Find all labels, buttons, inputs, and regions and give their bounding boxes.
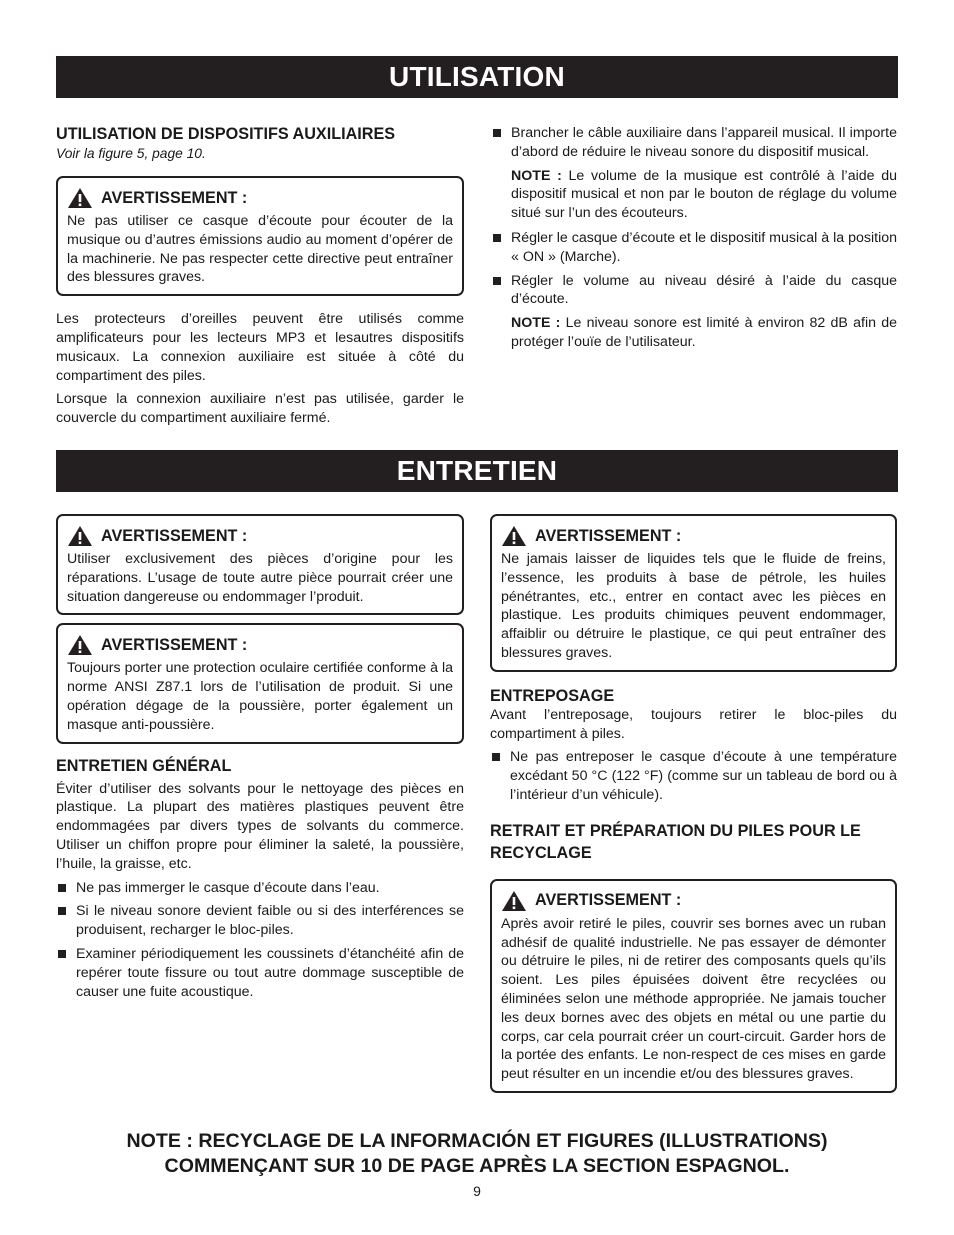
utilisation-left-column bbox=[56, 124, 464, 428]
aux-heading: UTILISATION DE DISPOSITIFS AUXILIAIRES bbox=[56, 125, 396, 143]
warning-box-liquids bbox=[490, 514, 897, 672]
square-bullet-icon bbox=[493, 234, 501, 242]
general-maintenance-paragraph: Éviter d’utiliser des solvants pour le nettoyage des pièces en plastique. La plupart des matières plastiques peuvent être endommagées par divers types de solvants du commerce. Utiliser un chiffon propre pour éliminer la saleté, la poussière, l’huile, la graisse, etc. bbox=[56, 780, 464, 872]
aux-figure-ref: Voir la figure 5, page 10. bbox=[56, 146, 206, 161]
warning-text: Toujours porter une protection oculaire certifiée conforme à la norme ANSI Z87.1 lors de l’utilisation de produit. Si une opération dégage de la poussière, porter également un masque anti-poussière. bbox=[67, 660, 453, 733]
warning-text: Ne jamais laisser de liquides tels que le fluide de freins, l’essence, les produits à base de pétrole, les huiles pénétrantes, etc., entrer en contact avec les pièces en plastique. Les produits chimiques peuvent endommager, affaiblir ou détruire le plastique, ce qui peut entraîner des blessures graves. bbox=[501, 551, 886, 661]
list-item-text: Brancher le câble auxiliaire dans l’appareil musical. Il importe d’abord de réduire le niveau sonore du dispositif musical. bbox=[511, 125, 897, 160]
warning-triangle-icon bbox=[67, 634, 93, 656]
general-maintenance-heading: ENTRETIEN GÉNÉRAL bbox=[56, 756, 232, 775]
warning-text: Utiliser exclusivement des pièces d’origine pour les réparations. L’usage de toute autre pièce pourrait créer une situation dangereuse ou endommager l’produit. bbox=[67, 551, 453, 605]
warning-triangle-icon bbox=[67, 187, 93, 209]
warning-text: Ne pas utiliser ce casque d’écoute pour écouter de la musique ou d’autres émissions audio au moment d’opérer de la machinerie. Ne pas respecter cette directive peut entraîner des blessures graves. bbox=[67, 213, 453, 286]
list-item-text: Examiner périodiquement les coussinets d’étanchéité afin de repérer toute fissure ou tout autre dommage susceptible de causer une fuite acoustique. bbox=[76, 945, 464, 1000]
utilisation-banner: UTILISATION bbox=[56, 56, 898, 98]
recycling-note bbox=[0, 1129, 954, 1179]
warning-text: Après avoir retiré le piles, couvrir ses bornes avec un ruban adhésif de qualité industrielle. Ne pas essayer de démonter ou détruire le piles, ni de retirer des composants quels qu’ils soient. Les piles épuisées doivent être recyclées ou éliminées selon une méthode appropriée. Ne jamais toucher les deux bornes avec des objets en métal ou une partie du corps, car cela pourrait créer un court-circuit. Garder hors de la portée des enfants. Le non-respect de ces mises en garde peut résulter en un incendie et/ou des blessures graves. bbox=[501, 915, 886, 1083]
warning-box-eye-protection bbox=[56, 623, 464, 743]
storage-paragraph: Avant l’entreposage, toujours retirer le bloc-piles du compartiment à piles. bbox=[490, 706, 897, 742]
list-item bbox=[56, 879, 464, 898]
list-item bbox=[490, 748, 897, 804]
recycling-note-line-1: NOTE : RECYCLAGE DE LA INFORMACIÓN ET FIGURES (ILLUSTRATIONS) bbox=[126, 1130, 828, 1152]
note-text: Le volume de la musique est contrôlé à l’aide du dispositif musical et non par le bouton de réglage du volume situé sur l’un des écouteurs. bbox=[511, 167, 897, 222]
warning-box-battery-recycling bbox=[490, 879, 897, 1093]
note-sound-limit bbox=[491, 314, 897, 352]
note-label: NOTE : bbox=[511, 315, 561, 332]
note-text: Le niveau sonore est limité à environ 82 dB afin de protéger l’ouïe de l’utilisateur. bbox=[511, 315, 897, 350]
warning-title: AVERTISSEMENT : bbox=[535, 891, 682, 910]
list-item bbox=[491, 272, 897, 310]
list-item-text: Régler le casque d’écoute et le dispositif musical à la position « ON » (Marche). bbox=[511, 229, 897, 265]
warning-title: AVERTISSEMENT : bbox=[101, 635, 248, 654]
square-bullet-icon bbox=[492, 753, 500, 761]
warning-triangle-icon bbox=[501, 890, 527, 912]
square-bullet-icon bbox=[58, 884, 66, 892]
square-bullet-icon bbox=[493, 129, 501, 137]
entretien-banner: ENTRETIEN bbox=[56, 450, 898, 492]
recycling-note-line-2: COMMENÇANT SUR 10 DE PAGE APRÈS LA SECTION ESPAGNOL. bbox=[164, 1155, 790, 1177]
note-label: NOTE : bbox=[511, 167, 562, 184]
list-item bbox=[491, 229, 897, 267]
list-item bbox=[56, 945, 464, 1001]
list-item bbox=[56, 902, 464, 940]
warning-title: AVERTISSEMENT : bbox=[101, 526, 248, 545]
entretien-right-column bbox=[490, 514, 897, 1093]
list-item-text: Ne pas immerger le casque d’écoute dans l’eau. bbox=[76, 879, 380, 896]
square-bullet-icon bbox=[58, 907, 66, 915]
list-item bbox=[491, 124, 897, 162]
warning-box-headset-machinery bbox=[56, 176, 464, 296]
entretien-left-column bbox=[56, 514, 464, 1001]
storage-heading: ENTREPOSAGE bbox=[490, 686, 615, 705]
square-bullet-icon bbox=[58, 950, 66, 958]
warning-title: AVERTISSEMENT : bbox=[535, 526, 682, 545]
page-number: 9 bbox=[473, 1183, 481, 1199]
square-bullet-icon bbox=[493, 277, 501, 285]
warning-triangle-icon bbox=[501, 525, 527, 547]
warning-title: AVERTISSEMENT : bbox=[101, 188, 248, 207]
warning-box-original-parts bbox=[56, 514, 464, 615]
recycling-heading: RETRAIT ET PRÉPARATION DU PILES POUR LE RECYCLAGE bbox=[490, 821, 861, 862]
warning-triangle-icon bbox=[67, 525, 93, 547]
list-item-text: Régler le volume au niveau désiré à l’aide du casque d’écoute. bbox=[511, 272, 897, 308]
list-item-text: Ne pas entreposer le casque d’écoute à une température excédant 50 °C (122 °F) (comme sur un tableau de bord ou à l’intérieur d’un véhicule). bbox=[510, 749, 897, 803]
note-volume bbox=[491, 167, 897, 223]
aux-paragraph-1: Les protecteurs d’oreilles peuvent être utilisés comme amplificateurs pour les lecteurs MP3 et lesautres dispositifs musicaux. La connexion auxiliaire est située à côté du compartiment des piles. bbox=[56, 311, 464, 384]
utilisation-right-column bbox=[491, 124, 897, 352]
aux-paragraph-2: Lorsque la connexion auxiliaire n’est pas utilisée, garder le couvercle du compartiment auxiliaire fermé. bbox=[56, 391, 464, 427]
list-item-text: Si le niveau sonore devient faible ou si des interférences se produisent, recharger le bloc-piles. bbox=[76, 903, 464, 939]
